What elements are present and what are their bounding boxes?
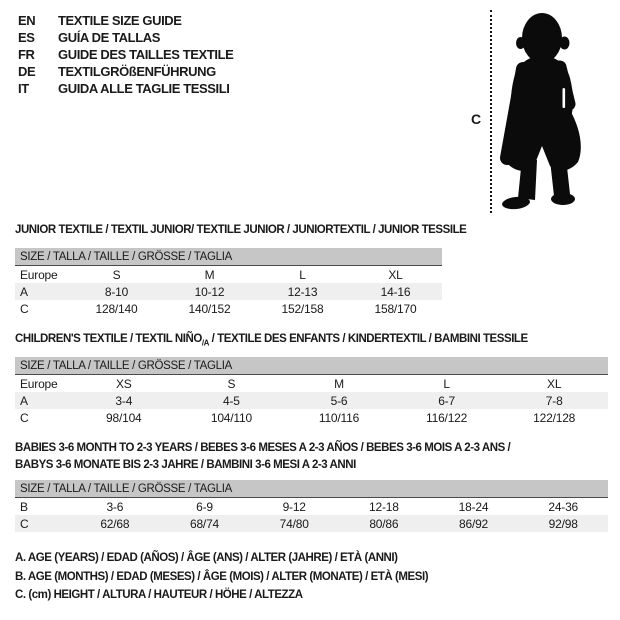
legend-notes (15, 549, 428, 605)
table-row-age (15, 392, 608, 409)
months-cell: 18-24 (458, 499, 489, 514)
size-cell: M (334, 376, 344, 391)
lang-code: IT (18, 81, 29, 96)
size-cell: S (112, 267, 121, 282)
age-cell: 5-6 (330, 393, 348, 408)
size-cell: S (227, 376, 236, 391)
babies-textile-section (15, 440, 608, 532)
table-row-height (15, 515, 608, 532)
size-cell: L (443, 376, 450, 391)
age-cell: 8-10 (104, 284, 129, 299)
lang-row-en (18, 12, 233, 29)
table-row-height (15, 300, 442, 317)
height-cell: 140/152 (188, 301, 231, 316)
months-cell: 9-12 (282, 499, 306, 514)
size-cell: XL (388, 267, 403, 282)
lang-code: EN (18, 13, 36, 28)
months-cell: 6-9 (196, 499, 213, 514)
height-cell: 68/74 (189, 516, 220, 531)
height-cell: 80/86 (369, 516, 399, 531)
table-title (15, 440, 608, 480)
months-cell: 3-6 (106, 499, 124, 514)
age-cell: 12-13 (287, 284, 318, 299)
lang-row-fr (18, 46, 233, 63)
size-cell: XL (547, 376, 562, 391)
table-row-europe (15, 266, 442, 283)
lang-row-de (18, 63, 233, 80)
age-cell: 4-5 (223, 393, 240, 408)
age-cell: 3-4 (115, 393, 133, 408)
lang-label: TEXTILGRÖßENFÜHRUNG (58, 64, 216, 79)
note-age-years: A. AGE (YEARS) / EDAD (AÑOS) / ÂGE (ANS) / ALTER (JAHRE) / ETÀ (ANNI) (15, 552, 398, 564)
note-age-months: B. AGE (MONTHS) / EDAD (MESES) / ÂGE (MOIS) / ALTER (MONATE) / ETÀ (MESI) (15, 570, 429, 583)
lang-label: GUIDA ALLE TAGLIE TESSILI (58, 81, 230, 96)
height-cell: 128/140 (95, 301, 138, 316)
height-cell: 86/92 (459, 516, 489, 531)
measure-label-c: C (471, 111, 482, 127)
children-textile-section (15, 331, 608, 426)
row-label: C (20, 516, 29, 531)
row-label: C (20, 301, 29, 316)
row-label: B (20, 499, 28, 514)
height-cell: 152/158 (281, 301, 324, 316)
note-height: C. (cm) HEIGHT / ALTURA / HAUTEUR / HÖHE / ALTEZZA (15, 589, 303, 601)
row-label: Europe (20, 376, 58, 391)
height-cell: 104/110 (210, 410, 252, 425)
row-label: A (20, 284, 28, 299)
table-row-height (15, 409, 608, 426)
junior-textile-section (15, 222, 467, 317)
size-cell: M (204, 267, 215, 282)
months-cell: 12-18 (369, 499, 399, 514)
lang-row-it (18, 80, 233, 97)
age-cell: 6-7 (438, 393, 455, 408)
lang-code: FR (18, 47, 35, 62)
age-cell: 14-16 (380, 284, 411, 299)
row-label: C (20, 410, 29, 425)
table-title: JUNIOR TEXTILE / TEXTIL JUNIOR/ TEXTILE JUNIOR / JUNIORTEXTIL / JUNIOR TESSILE (15, 224, 467, 236)
age-cell: 10-12 (194, 284, 225, 299)
lang-code: DE (18, 64, 36, 79)
table-title: CHILDREN'S TEXTILE / TEXTIL $NIÑO_{/A}$ / TEXTILE DES ENFANTS / KINDERTEXTIL / BAMBINI TESSILE (15, 333, 528, 348)
table-row-europe (15, 375, 608, 392)
lang-label: GUÍA DE TALLAS (58, 30, 161, 45)
height-cell: 116/122 (426, 410, 468, 425)
height-cell: 62/68 (100, 516, 130, 531)
size-header-band: SIZE / TALLA / TAILLE / GRÖSSE / TAGLIA (15, 357, 608, 375)
height-cell: 110/116 (318, 410, 360, 425)
height-cell: 92/98 (548, 516, 578, 531)
toddler-silhouette-icon (498, 12, 590, 212)
table-row-age (15, 283, 442, 300)
height-measure-figure (450, 8, 618, 216)
lang-code: ES (18, 30, 35, 45)
table-title-line1: BABIES 3-6 MONTH TO 2-3 YEARS / BEBES 3-6 MESES A 2-3 AÑOS / BEBES 3-6 MOIS A 2-3 ANS / (15, 442, 511, 454)
height-dotted-line (490, 10, 492, 213)
height-cell: 122/128 (533, 410, 576, 425)
lang-row-es (18, 29, 233, 46)
lang-label: GUIDE DES TAILLES TEXTILE (58, 47, 234, 62)
size-cell: L (299, 267, 306, 282)
age-cell: 7-8 (545, 393, 563, 408)
size-cell: XS (115, 376, 132, 391)
height-cell: 158/170 (374, 301, 417, 316)
row-label: Europe (20, 267, 58, 282)
size-header-band: SIZE / TALLA / TAILLE / GRÖSSE / TAGLIA (15, 480, 608, 498)
size-header-band: SIZE / TALLA / TAILLE / GRÖSSE / TAGLIA (15, 248, 442, 266)
language-list (18, 12, 233, 97)
table-title-line2: BABYS 3-6 MONATE BIS 2-3 JAHRE / BAMBINI 3-6 MESI A 2-3 ANNI (15, 459, 356, 471)
months-cell: 24-36 (548, 499, 579, 514)
lang-label: TEXTILE SIZE GUIDE (58, 13, 182, 28)
table-row-months (15, 498, 608, 515)
height-cell: 74/80 (279, 516, 309, 531)
row-label: A (20, 393, 28, 408)
height-cell: 98/104 (106, 410, 142, 425)
